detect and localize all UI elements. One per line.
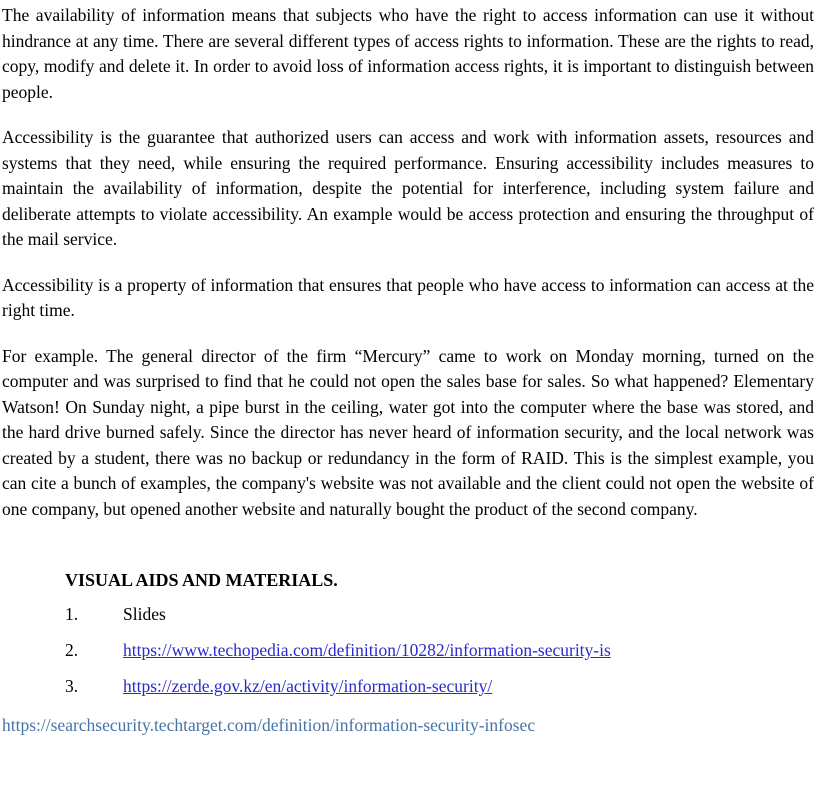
list-item-zerde-link [65, 674, 814, 700]
body-paragraph-accessibility-property: Accessibility is a property of information that ensures that people who have access to information can access at the right time. [2, 274, 814, 320]
list-item-techopedia-link [65, 638, 814, 664]
searchsecurity-hyperlink[interactable]: https://searchsecurity.techtarget.com/definition/information-security-infosec [2, 714, 536, 735]
list-item-number: 2. [65, 640, 79, 660]
body-paragraph-example-mercury: For example. The general director of the firm “Mercury” came to work on Monday morning, turned on the computer and was surprised to find that he could not open the sales base for sales. So what happened? Elementary Watson! On Sunday night, a pipe burst in the ceiling, water got into the computer where the base was stored, and the hard drive burned safely. Since the director has never heard of information security, and the local network was created by a student, there was no backup or redundancy in the form of RAID. This is the simplest example, you can cite a bunch of examples, the company's website was not available and the client could not open the website of one company, but opened another website and naturally bought the product of the second company. [2, 345, 814, 519]
list-item-text: Slides [123, 604, 166, 624]
list-item-slides [65, 602, 814, 628]
list-item-number: 3. [65, 676, 79, 696]
section-heading-visual-aids: VISUAL AIDS AND MATERIALS. [65, 570, 338, 590]
techopedia-hyperlink[interactable]: https://www.techopedia.com/definition/10282/information-security-is [123, 640, 611, 660]
zerde-hyperlink[interactable]: https://zerde.gov.kz/en/activity/information-security/ [123, 676, 493, 696]
body-paragraph-accessibility-guarantee: Accessibility is the guarantee that authorized users can access and work with information assets, resources and systems that they need, while ensuring the required performance. Ensuring accessibility includes measures to maintain the availability of information, despite the potential for interference, including system failure and deliberate attempts to violate accessibility. An example would be access protection and ensuring the throughput of the mail service. [2, 127, 814, 249]
body-paragraph-availability: The availability of information means that subjects who have the right to access information can use it without hindrance at any time. There are several different types of access rights to information. These are the rights to read, copy, modify and delete it. In order to avoid loss of information access rights, it is important to distinguish between people. [2, 5, 814, 102]
list-item-number: 1. [65, 604, 79, 624]
